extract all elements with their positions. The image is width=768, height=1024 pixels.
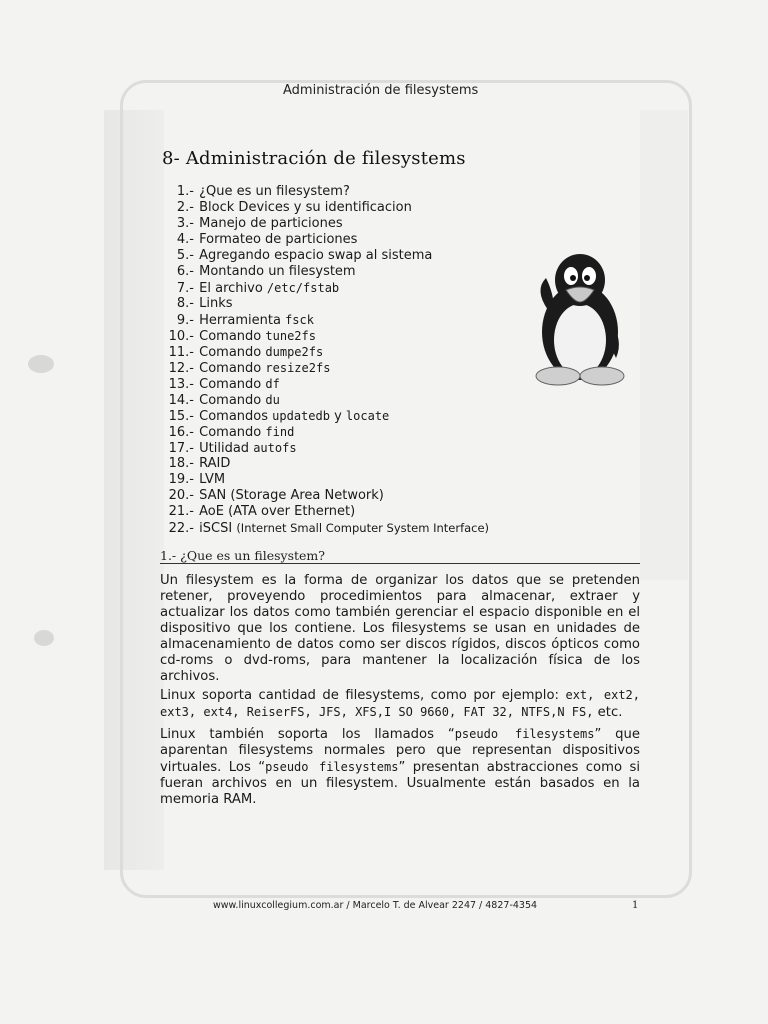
toc-item-text: Comando <box>199 329 266 344</box>
toc-item <box>160 232 560 248</box>
toc-item-text: (Internet Small Computer System Interface) <box>236 521 490 535</box>
toc-item-text: Comando <box>199 393 266 408</box>
paragraph-pseudo-filesystems <box>160 726 640 808</box>
toc-item-text: Comando <box>199 377 266 392</box>
toc-item-number: 1.- <box>176 184 194 199</box>
paragraph-definition: Un filesystem es la forma de organizar los datos que se pretenden retener, proveyendo procedimientos para almacenar, extraer y actualizar los datos como también gerenciar el espacio disponible en el dispositivo que los contiene. Los filesystems se usan en unidades de almacenamiento de datos como ser discos rígidos, discos ópticos como cd-roms o dvd-roms, para mantener la localización física de los archivos. <box>160 573 640 684</box>
toc-item-number: 9.- <box>176 313 194 328</box>
paragraph-supported-filesystems <box>160 687 640 721</box>
toc-item-command: locate <box>345 409 390 423</box>
toc-item-number: 11.- <box>168 345 194 360</box>
toc-item <box>160 344 560 360</box>
toc-item <box>160 184 560 200</box>
toc-item-number: 18.- <box>168 456 194 471</box>
toc-item <box>160 248 560 264</box>
toc-item <box>160 488 560 504</box>
paragraph-text: ” presentan abstracciones como si fueran archivos en un filesystem. Usualmente están basados en la memoria RAM. <box>160 760 640 807</box>
toc-item-number: 20.- <box>168 488 194 503</box>
toc-item <box>160 376 560 392</box>
toc-item-text: Formateo de particiones <box>199 232 358 247</box>
toc-item-number: 16.- <box>168 425 194 440</box>
toc-item <box>160 520 560 536</box>
toc-item-number: 21.- <box>168 504 194 519</box>
toc-item-text: Utilidad <box>199 441 254 456</box>
toc-item-text: Comando <box>199 361 266 376</box>
toc-item-text: y <box>329 409 346 424</box>
toc-item <box>160 456 560 472</box>
toc-item <box>160 216 560 232</box>
section-rule <box>160 563 640 564</box>
page-footer: www.linuxcollegium.com.ar / Marcelo T. de Alvear 2247 / 4827-4354 <box>213 900 538 911</box>
section-title: 1.- ¿Que es un filesystem? <box>160 548 325 563</box>
tux-penguin-image <box>520 240 640 390</box>
paragraph-text: Linux también soporta los llamados “ <box>160 727 455 742</box>
table-of-contents <box>160 184 560 536</box>
paper-speck <box>28 355 54 373</box>
toc-item-text: Herramienta <box>199 313 286 328</box>
paragraph-text: Linux soporta cantidad de filesystems, como por ejemplo: <box>160 688 566 703</box>
page-number: 1 <box>632 900 639 911</box>
toc-item-text: El archivo <box>199 281 267 296</box>
running-header: Administración de filesystems <box>283 83 479 98</box>
toc-item-text: Comando <box>199 345 266 360</box>
toc-item <box>160 392 560 408</box>
toc-item-number: 13.- <box>168 377 194 392</box>
toc-item <box>160 264 560 280</box>
toc-item-command: find <box>265 425 295 439</box>
toc-item-text: Links <box>199 296 233 311</box>
toc-item-command: autofs <box>253 441 297 455</box>
toc-item-text: ¿Que es un filesystem? <box>199 184 350 199</box>
toc-item-command: /etc/fstab <box>266 281 340 295</box>
toc-item-text: Comando <box>199 425 266 440</box>
toc-item-number: 17.- <box>168 441 194 456</box>
toc-item <box>160 440 560 456</box>
toc-item-number: 19.- <box>168 472 194 487</box>
term-pseudo-filesystems: pseudo filesystems <box>454 727 595 741</box>
toc-item <box>160 472 560 488</box>
paragraph-text: ” que aparentan filesystems normales pero que representan dispositivos virtuales. Los “ <box>160 727 641 775</box>
toc-item-text: Manejo de particiones <box>199 216 343 231</box>
toc-item-number: 22.- <box>168 521 194 536</box>
toc-item-number: 4.- <box>176 232 194 247</box>
toc-item <box>160 408 560 424</box>
chapter-title: 8- Administración de filesystems <box>162 148 466 169</box>
toc-item <box>160 280 560 296</box>
toc-item-number: 2.- <box>176 200 194 215</box>
toc-item-number: 3.- <box>176 216 194 231</box>
toc-item-number: 7.- <box>176 281 194 296</box>
term-pseudo-filesystems: pseudo filesystems <box>265 760 399 774</box>
toc-item <box>160 296 560 312</box>
toc-item-number: 12.- <box>168 361 194 376</box>
toc-item-text: Comandos <box>199 409 273 424</box>
toc-item-number: 6.- <box>176 264 194 279</box>
toc-item <box>160 360 560 376</box>
toc-item-number: 10.- <box>168 329 194 344</box>
filesystem-list: ext, ext2, ext3, ext4, ReiserFS, JFS, XFS,I SO 9660, FAT 32, NTFS,N FS, <box>160 688 641 719</box>
toc-item-text: Block Devices y su identificacion <box>199 200 412 215</box>
toc-item-text: LVM <box>199 472 226 487</box>
toc-item-text: Agregando espacio swap al sistema <box>199 248 433 263</box>
toc-item <box>160 504 560 520</box>
toc-item-text: iSCSI <box>199 521 237 536</box>
toc-item-command: du <box>265 393 280 407</box>
toc-item-number: 8.- <box>176 296 194 311</box>
toc-item <box>160 312 560 328</box>
toc-item <box>160 328 560 344</box>
toc-item-number: 15.- <box>168 409 194 424</box>
toc-item-command: tune2fs <box>265 329 316 343</box>
toc-item-command: df <box>265 377 280 391</box>
toc-item-number: 14.- <box>168 393 194 408</box>
toc-item-text: Montando un filesystem <box>199 264 356 279</box>
toc-item <box>160 424 560 440</box>
toc-item-text: AoE (ATA over Ethernet) <box>199 504 356 519</box>
toc-item-command: updatedb <box>272 409 330 423</box>
toc-item <box>160 200 560 216</box>
toc-item-command: dumpe2fs <box>265 345 324 359</box>
toc-item-number: 5.- <box>176 248 194 263</box>
toc-item-text: RAID <box>199 456 231 471</box>
paper-speck <box>34 630 54 646</box>
paragraph-text: etc. <box>593 705 623 720</box>
toc-item-command: resize2fs <box>265 361 331 375</box>
toc-item-command: fsck <box>285 313 314 327</box>
toc-item-text: SAN (Storage Area Network) <box>199 488 384 503</box>
